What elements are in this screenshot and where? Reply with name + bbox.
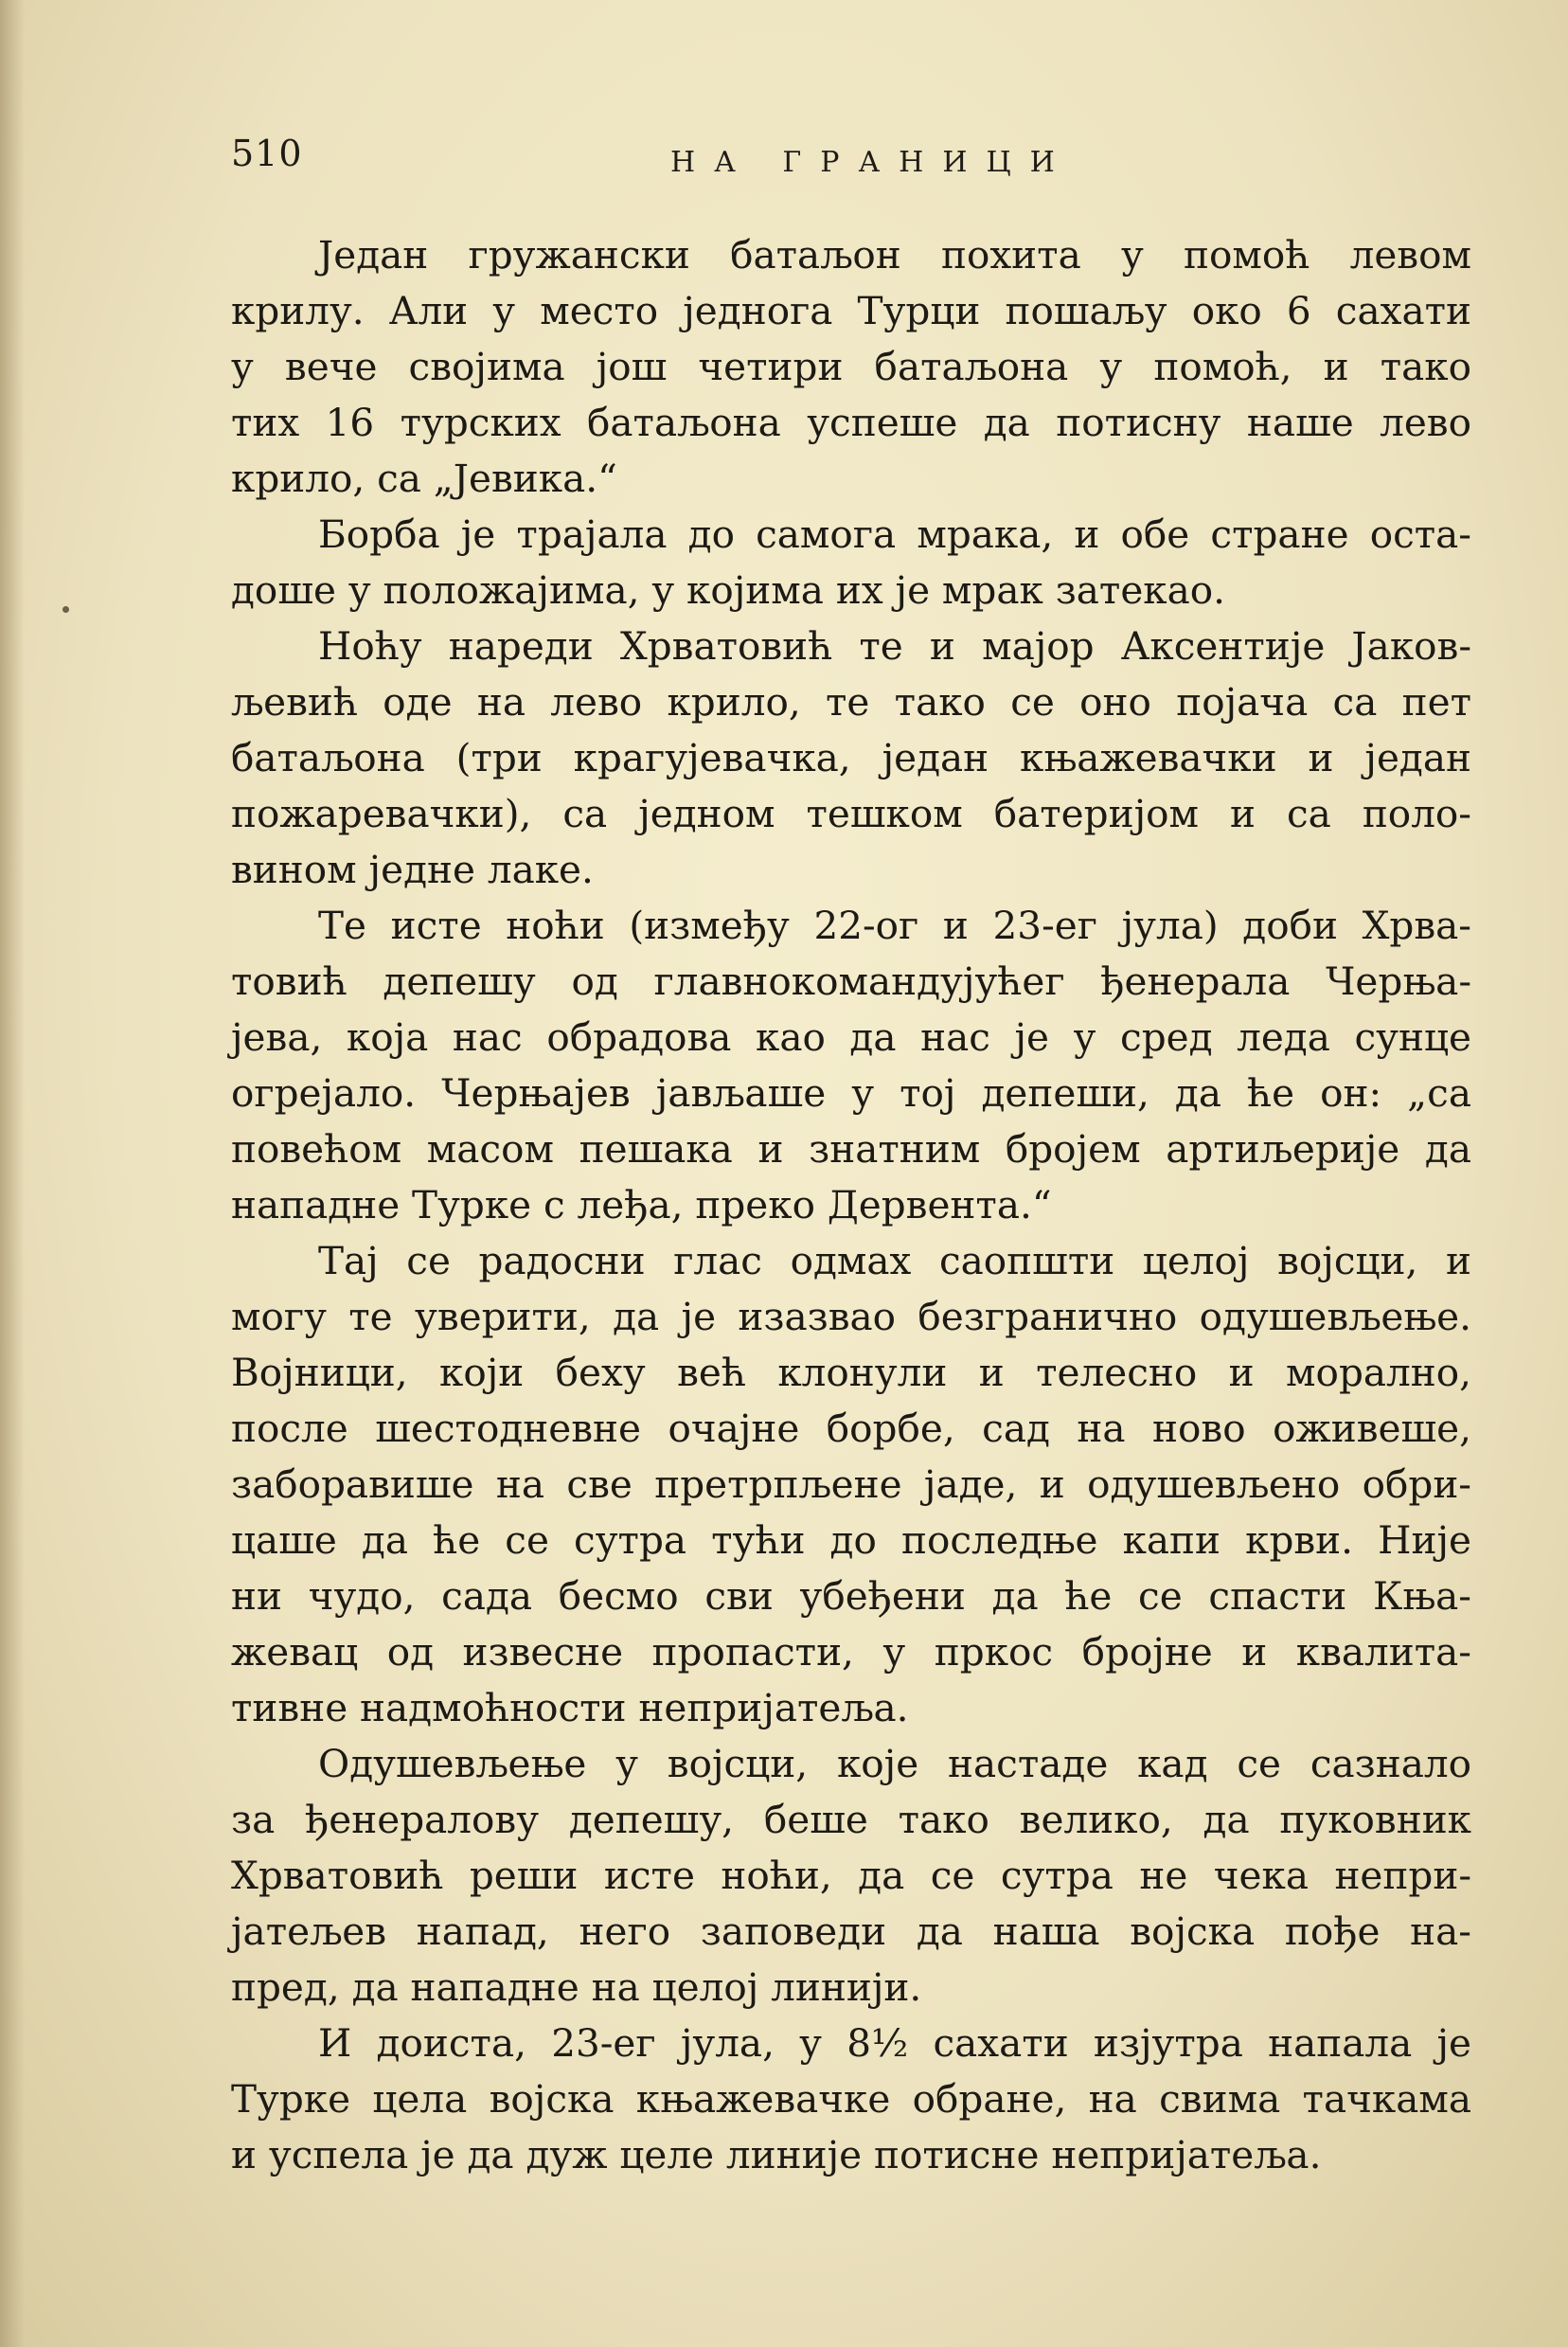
running-title: НА ГРАНИЦИ — [670, 146, 1074, 179]
text-line: Турке цела војска књажевачке обране, на свима тачкама — [231, 2076, 1471, 2122]
text-line: батаљона (три крагујевачка, један књажевачки и један — [231, 735, 1471, 780]
page-number: 510 — [231, 133, 303, 174]
margin-mark — [62, 606, 69, 613]
text-line: Ноћу нареди Хрватовић те и мајор Аксентије Јаков- — [318, 623, 1471, 669]
page-edge-shadow — [0, 0, 25, 2347]
text-line: вином једне лаке. — [231, 847, 594, 892]
page-header — [231, 133, 1367, 189]
text-line: пред, да нападне на целој линији. — [231, 1964, 922, 2010]
text-line: тивне надмоћности непријатеља. — [231, 1685, 909, 1730]
text-line: заборавише на све претрпљене јаде, и одушевљено обри- — [231, 1461, 1471, 1507]
text-line: могу те уверити, да је изазвао безгранично одушевљење. — [231, 1294, 1471, 1339]
text-line: крило, са „Јевика.“ — [231, 456, 617, 501]
text-line: нападне Турке с леђа, преко Дервента.“ — [231, 1182, 1052, 1227]
text-line: јева, која нас обрадова као да нас је у сред леда сунце — [231, 1014, 1471, 1060]
text-line: ни чудо, сада бесмо сви убеђени да ће се спасти Књa- — [231, 1573, 1471, 1619]
text-line: повећом масом пешака и знатним бројем артиљерије да — [231, 1126, 1471, 1172]
text-line: Један гружански батаљон похита у помоћ левом — [318, 232, 1471, 278]
paragraph-6 — [231, 1736, 1471, 2016]
paragraph-4 — [231, 898, 1471, 1233]
text-line: јатељев напад, него заповеди да наша војска пође на- — [231, 1908, 1471, 1954]
text-line: пожаревачки), са једном тешком батеријом и са поло- — [231, 791, 1471, 836]
text-line: крилу. Али у место једнога Турци пошаљу око 6 сахати — [231, 288, 1471, 333]
text-line: Тај се радосни глас одмах саопшти целој војсци, и — [318, 1238, 1471, 1283]
text-line: жевац од извесне пропасти, у пркос бројне и квалита- — [231, 1629, 1471, 1675]
text-line: цаше да ће се сутра тући до последње капи крви. Није — [231, 1517, 1471, 1563]
text-line: у вече својима још четири батаљона у помоћ, и тако — [231, 344, 1471, 389]
text-line: доше у положајима, у којима их је мрак затекао. — [231, 567, 1226, 613]
text-line: Одушевљење у војсци, које настаде кад се сазнало — [318, 1741, 1471, 1786]
text-line: Хрватовић реши исте ноћи, да се сутра не чека непри- — [231, 1853, 1471, 1898]
text-line: Борба је трајала до самога мрака, и обе стране оста- — [318, 511, 1471, 557]
paragraph-3 — [231, 618, 1471, 898]
paragraph-1 — [231, 227, 1471, 507]
text-line: Војници, који беху већ клонули и телесно и морално, — [231, 1350, 1471, 1395]
text-line: за ђенералову депешу, беше тако велико, да пуковник — [231, 1797, 1471, 1842]
text-line: и успела је да дуж целе линије потисне непријатеља. — [231, 2132, 1322, 2177]
body-text — [231, 227, 1471, 2183]
paragraph-2 — [231, 507, 1471, 618]
text-line: И доиста, 23-ег јула, у 8½ сахати изјутра напала је — [318, 2020, 1471, 2066]
text-line: Те исте ноћи (између 22-ог и 23-ег јула) доби Хрва- — [318, 903, 1471, 948]
text-line: товић депешу од главнокомандујућег ђенерала Черња- — [231, 959, 1471, 1004]
text-line: огрејало. Черњајев јављаше у тој депеши, да ће он: „са — [231, 1070, 1471, 1116]
paragraph-5 — [231, 1233, 1471, 1736]
text-line: тих 16 турских батаљона успеше да потисну наше лево — [231, 400, 1471, 445]
text-line: после шестодневне очајне борбе, сад на ново оживеше, — [231, 1406, 1471, 1451]
paragraph-7 — [231, 2016, 1471, 2183]
text-line: љевић оде на лево крило, те тако се оно појача са пет — [231, 679, 1471, 725]
